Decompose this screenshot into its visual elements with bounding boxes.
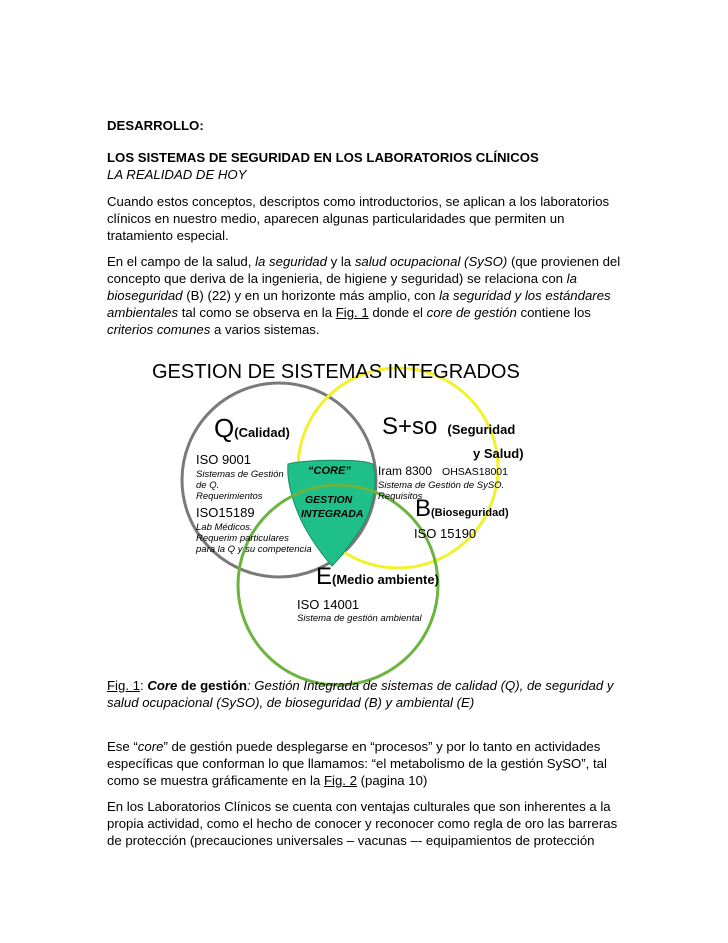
- para2-line3: bioseguridad (B) (22) y en un horizonte más amplio, con la seguridad y los estándares: [107, 288, 611, 303]
- para2-line5: criterios comunes a varios sistemas.: [107, 322, 320, 337]
- iso15189-desc: Lab Médicos. Requerim particulares para la Q y su competencia: [196, 522, 312, 555]
- s-letter: S+so (Seguridad: [382, 413, 516, 440]
- para1-line2: clínicos en nuestro medio, aparecen algunas particularidades que permiten un: [107, 211, 565, 226]
- para1-line3: tratamiento especial.: [107, 228, 229, 243]
- iso15189: ISO15189: [196, 505, 255, 520]
- caption-line1: Fig. 1: Core de gestión: Gestión Integrada de sistemas de calidad (Q), de seguridad y: [107, 678, 614, 693]
- core-label: “CORE”: [308, 465, 351, 477]
- b-letter: B(Bioseguridad): [415, 495, 509, 522]
- iso9001-desc: Sistemas de Gestión de Q. Requerimientos: [196, 469, 284, 502]
- section-title: LOS SISTEMAS DE SEGURIDAD EN LOS LABORATORIOS CLÍNICOS: [107, 150, 539, 165]
- section-subtitle: LA REALIDAD DE HOY: [107, 167, 247, 182]
- para1-line1: Cuando estos conceptos, descriptos como introductorios, se aplican a los laboratorios: [107, 194, 610, 209]
- para4-line1: En los Laboratorios Clínicos se cuenta con ventajas culturales que son inherentes a la: [107, 799, 611, 814]
- para4-line3: de protección (precauciones universales – vacunas –- equipamientos de protección: [107, 833, 595, 848]
- para3-line3: como se muestra gráficamente en la Fig. 2 (pagina 10): [107, 773, 428, 788]
- iso9001: ISO 9001: [196, 452, 251, 467]
- caption-fig1-link[interactable]: Fig. 1: [107, 678, 140, 693]
- para2-line1: En el campo de la salud, la seguridad y la salud ocupacional (SySO) (que provienen del: [107, 254, 621, 269]
- iso14001: ISO 14001: [297, 597, 360, 612]
- gestion-label: GESTION: [305, 494, 353, 506]
- fig2-link[interactable]: Fig. 2: [323, 773, 357, 788]
- caption-line2: salud ocupacional (SySO), de bioseguridad (B) y ambiental (E): [107, 695, 475, 710]
- para2-line2: concepto que deriva de la ingenieria, de higiene y seguridad) se relaciona con la: [107, 271, 577, 286]
- q-letter: Q(Calidad): [214, 413, 290, 443]
- iso14001-desc: Sistema de gestión ambiental: [297, 613, 422, 624]
- fig1-link[interactable]: Fig. 1: [335, 305, 369, 320]
- iram-8300: Iram 8300 OHSAS18001: [378, 464, 508, 478]
- s-label-2: y Salud): [473, 446, 524, 461]
- e-letter: E(Medio ambiente): [316, 563, 439, 590]
- heading-desarrollo: DESARROLLO:: [107, 118, 204, 133]
- diagram-title: GESTION DE SISTEMAS INTEGRADOS: [152, 361, 520, 383]
- para4-line2: propia actividad, como el hecho de conocer y reconocer como regla de oro las barreras: [107, 816, 618, 831]
- iso15190: ISO 15190: [414, 526, 477, 541]
- integrada-label: INTEGRADA: [301, 508, 364, 520]
- para3-line2: específicas que conforman lo que llamamos: “el metabolismo de la gestión SySO”, tal: [107, 756, 607, 771]
- para2-line4: ambientales tal como se observa en la Fig. 1 donde el core de gestión contiene los: [107, 305, 591, 320]
- para3-line1: Ese “core” de gestión puede desplegarse en “procesos” y por lo tanto en actividades: [107, 739, 601, 754]
- iram-desc: Sistema de Gestión de SySO. Requisitos: [378, 480, 505, 502]
